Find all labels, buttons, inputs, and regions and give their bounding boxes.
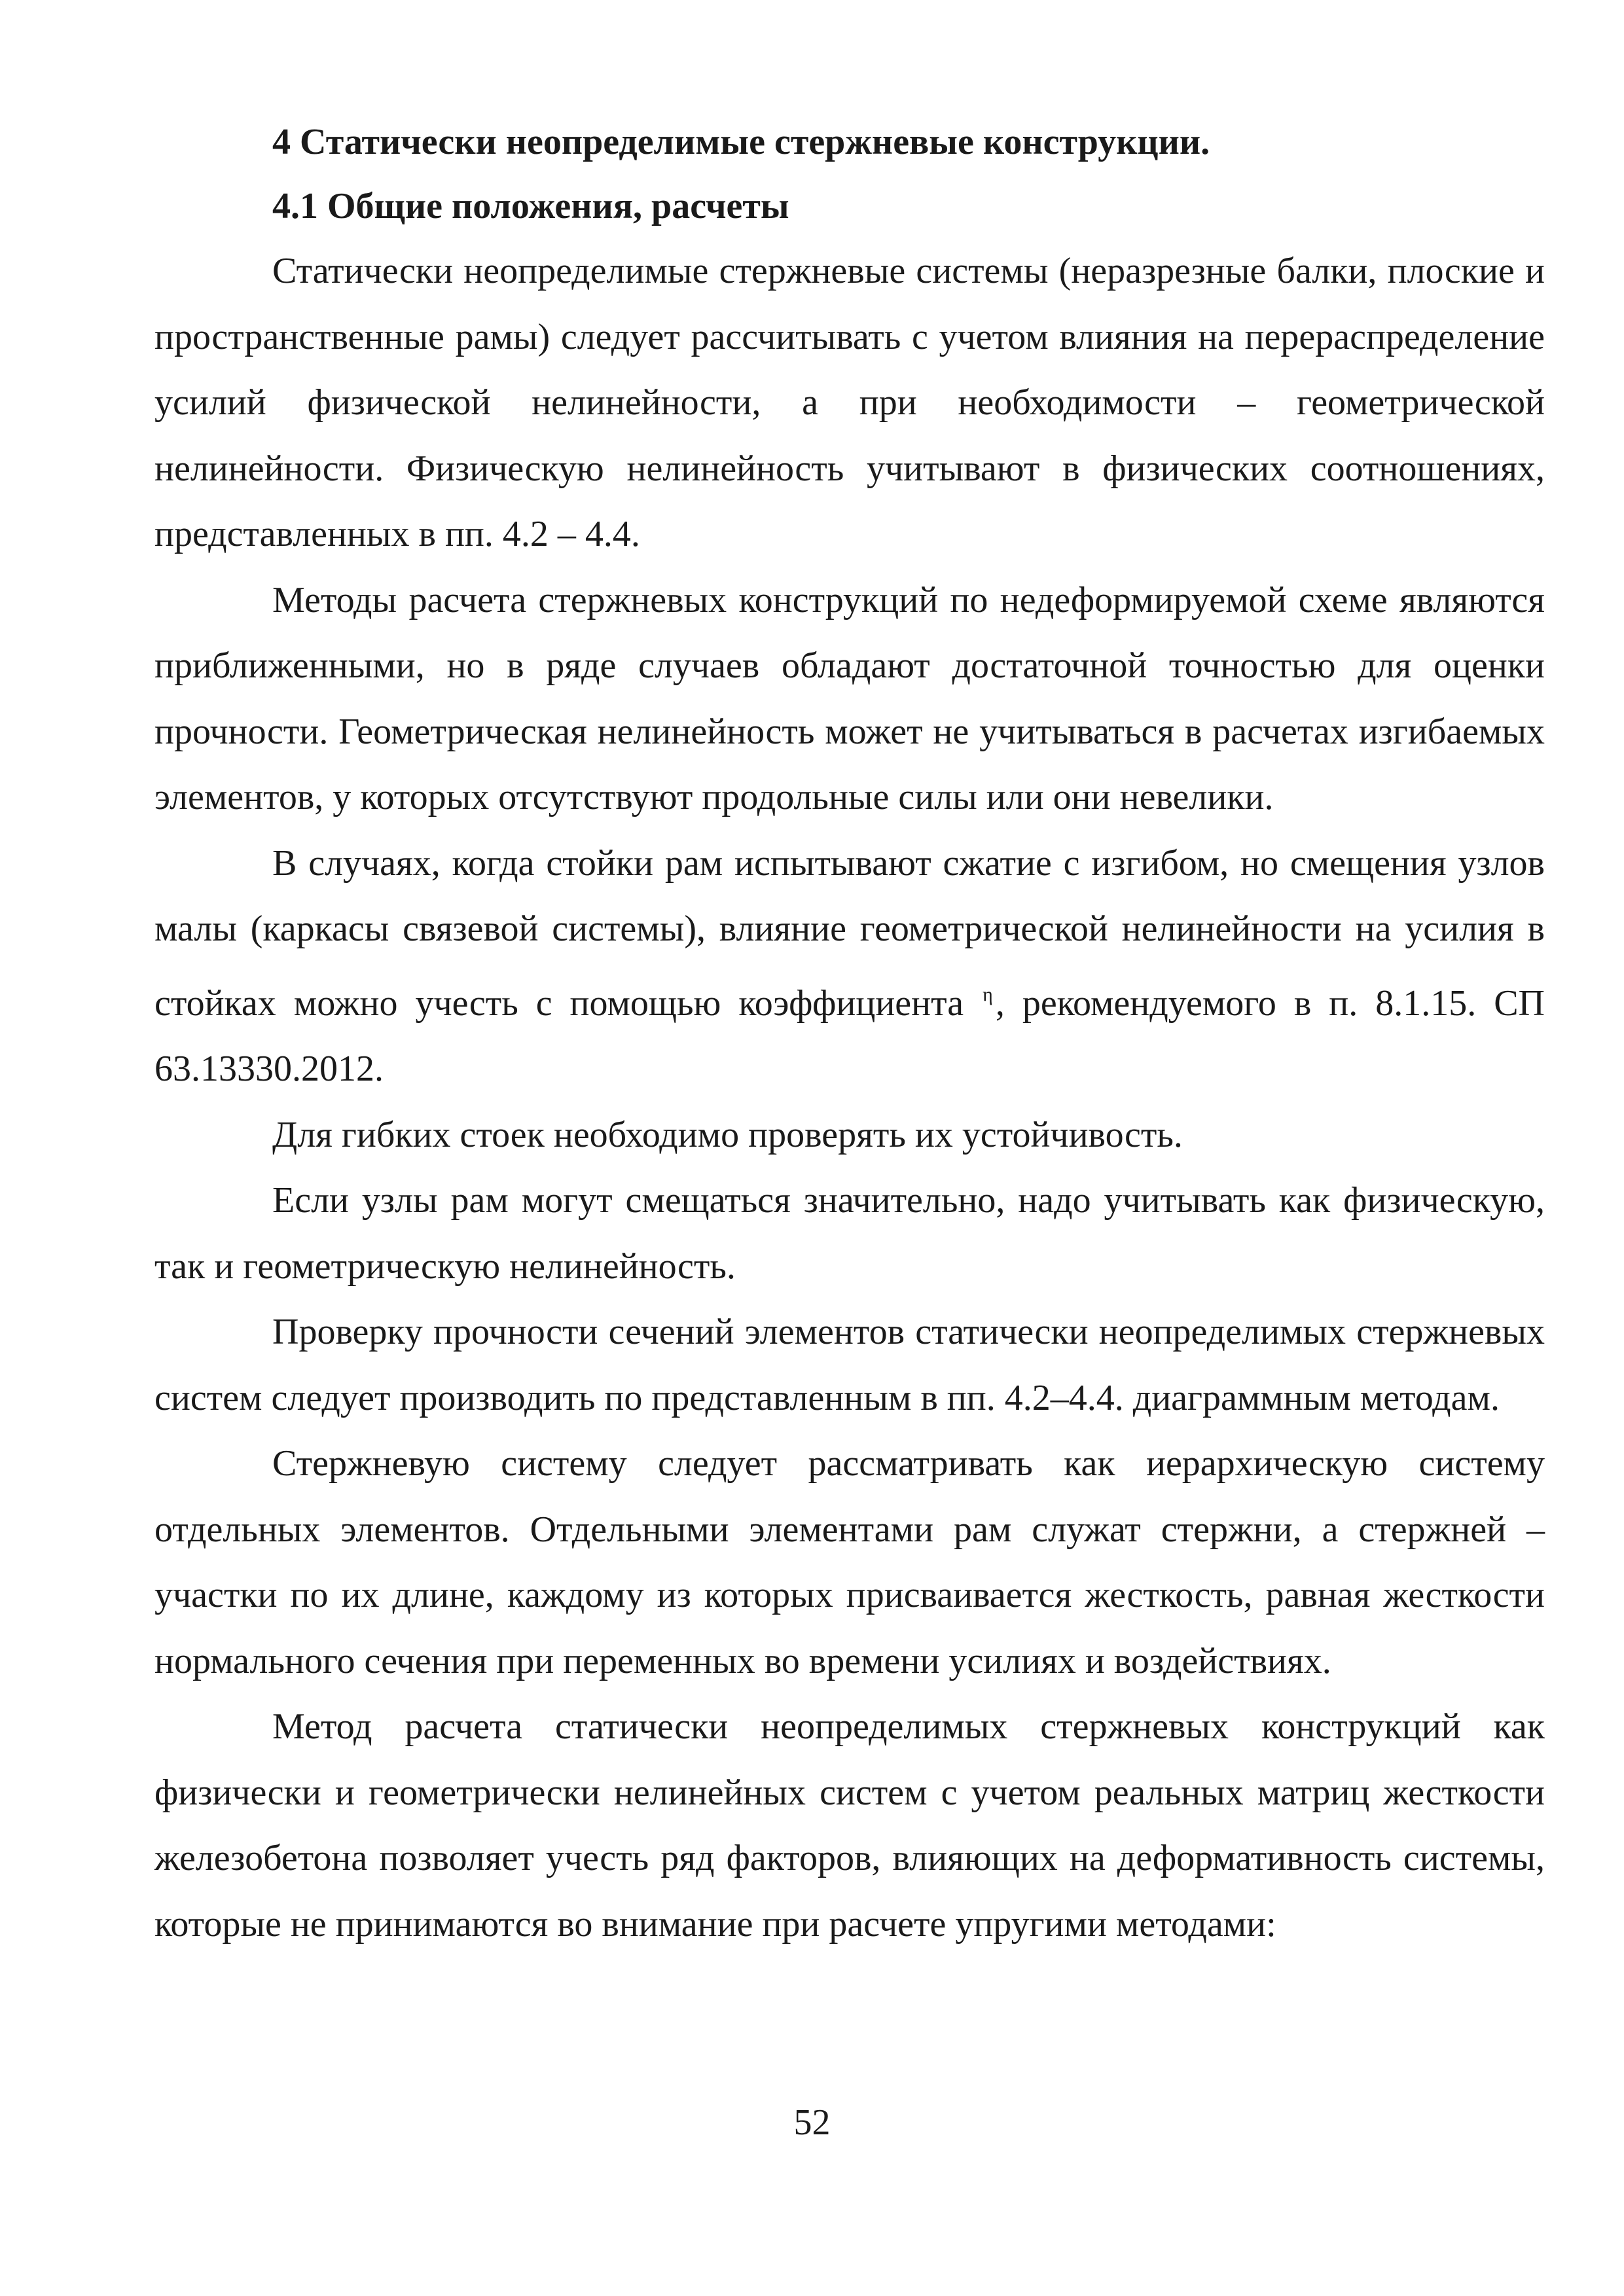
page-number: 52 bbox=[793, 2102, 831, 2143]
eta-symbol: η bbox=[983, 983, 993, 1005]
chapter-title: 4 Статически неопределимые стержневые конструкции. bbox=[272, 122, 1210, 162]
paragraph-3-text-after: , рекомендуемого в п. 8.1.15. СП 63.13330.2012. bbox=[154, 982, 1545, 1089]
paragraph-2: Методы расчета стержневых конструкций по недеформируемой схеме являются приближенными, но в ряде случаев обладают достаточной точностью для оценки прочности. Геометрическая нелинейность может не учитываться в расчетах изгибаемых элементов, у которых отсутствуют продольные силы или они невелики. bbox=[154, 579, 1545, 817]
paragraph-3 bbox=[154, 831, 1545, 1102]
paragraph-3-text-before: В случаях, когда стойки рам испытывают сжатие с изгибом, но смещения узлов малы (каркасы связевой системы), влияние геометрической нелинейности на усилия в стойках можно учесть с помощью коэффициента bbox=[154, 842, 1545, 1024]
paragraph-7: Стержневую систему следует рассматривать как иерархическую систему отдельных элементов. Отдельными элементами рам служат стержни, а стержней – участки по их длине, каждому из которых присваивается жесткость, равная жесткости нормального сечения при переменных во времени усилиях и воздействиях. bbox=[154, 1443, 1545, 1681]
paragraph-6: Проверку прочности сечений элементов статически неопределимых стержневых систем следует производить по представленным в пп. 4.2–4.4. диаграммным методам. bbox=[154, 1312, 1545, 1418]
paragraph-1: Статически неопределимые стержневые системы (неразрезные балки, плоские и пространственные рамы) следует рассчитывать с учетом влияния на перераспределение усилий физической нелинейности, а при необходимости – геометрической нелинейности. Физическую нелинейность учитывают в физических соотношениях, представленных в пп. 4.2 – 4.4. bbox=[154, 251, 1545, 554]
paragraph-4: Для гибких стоек необходимо проверять их устойчивость. bbox=[272, 1114, 1183, 1155]
paragraph-8: Метод расчета статически неопределимых стержневых конструкций как физически и геометрически нелинейных систем с учетом реальных матриц жесткости железобетона позволяет учесть ряд факторов, влияющих на деформативность системы, которые не принимаются во внимание при расчете упругими методами: bbox=[154, 1706, 1545, 1945]
paragraph-5: Если узлы рам могут смещаться значительно, надо учитывать как физическую, так и геометрическую нелинейность. bbox=[154, 1180, 1545, 1287]
section-title: 4.1 Общие положения, расчеты bbox=[272, 186, 789, 226]
document-page bbox=[154, 110, 1545, 1957]
